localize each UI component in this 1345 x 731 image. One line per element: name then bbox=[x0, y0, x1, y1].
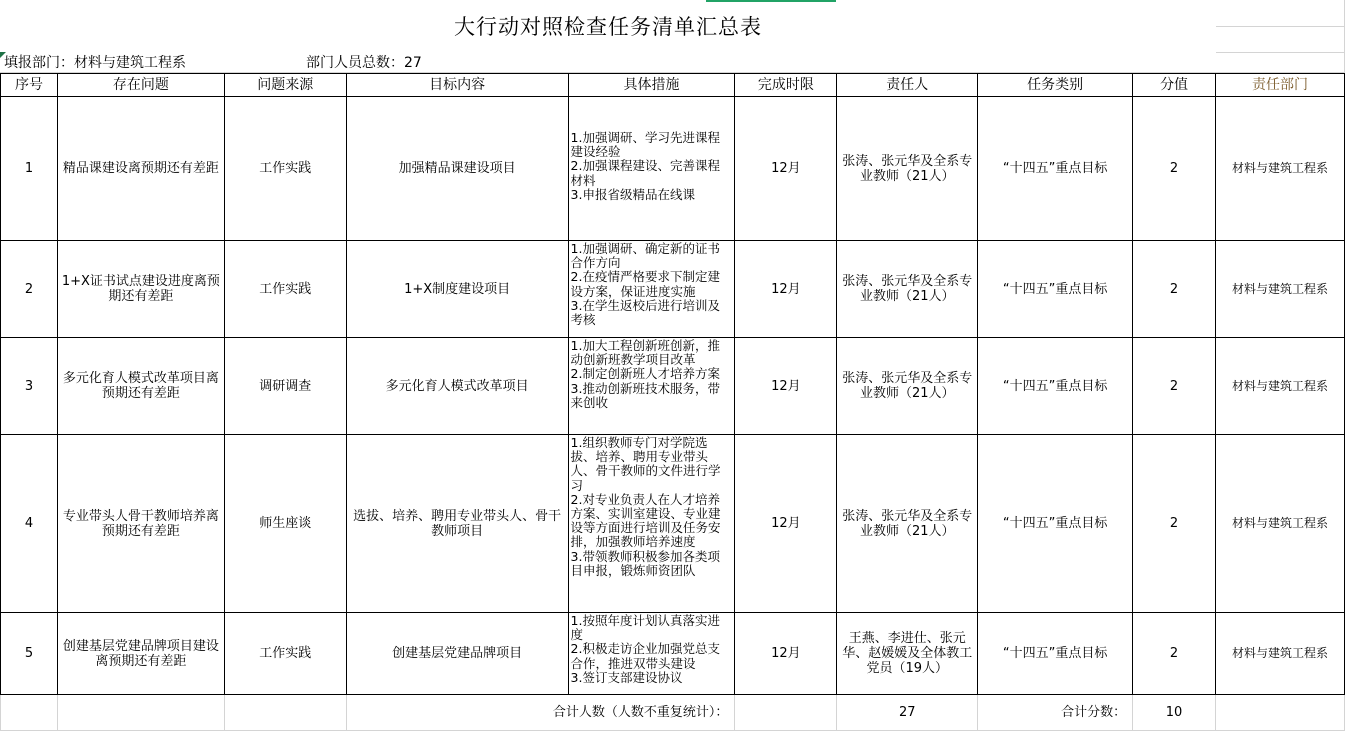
cell-no[interactable]: 3 bbox=[1, 338, 58, 435]
header-row bbox=[1, 74, 1345, 97]
header-cell-score[interactable]: 分值 bbox=[1133, 74, 1216, 97]
cell-no[interactable]: 2 bbox=[1, 241, 58, 338]
grid-cell[interactable] bbox=[1216, 695, 1345, 731]
measure-line: 1.按照年度计划认真落实进度 bbox=[570, 613, 720, 643]
measure-line: 3.在学生返校后进行培训及考核 bbox=[570, 297, 720, 328]
table-row bbox=[1, 435, 1345, 613]
total-score-label[interactable]: 合计分数： bbox=[978, 695, 1133, 731]
cell-dept[interactable]: 材料与建筑工程系 bbox=[1216, 241, 1345, 338]
cell-score[interactable]: 2 bbox=[1133, 338, 1216, 435]
cell-target[interactable]: 创建基层党建品牌项目 bbox=[346, 613, 568, 695]
cell-target[interactable]: 选拔、培养、聘用专业带头人、骨干教师项目 bbox=[346, 435, 568, 613]
cell-problem[interactable]: 精品课建设离预期还有差距 bbox=[57, 97, 224, 241]
measure-line: 1.加强调研、学习先进课程建设经验 bbox=[570, 130, 720, 160]
header-cell-category[interactable]: 任务类别 bbox=[978, 74, 1133, 97]
cell-deadline[interactable]: 12月 bbox=[735, 613, 837, 695]
grid-cell[interactable] bbox=[735, 695, 837, 731]
cell-dept[interactable]: 材料与建筑工程系 bbox=[1216, 613, 1345, 695]
cell-score[interactable]: 2 bbox=[1133, 241, 1216, 338]
staff-count-label[interactable]: 部门人员总数：27 bbox=[306, 55, 422, 71]
cell-measures[interactable] bbox=[568, 338, 735, 435]
cell-category[interactable]: “十四五”重点目标 bbox=[978, 613, 1133, 695]
measure-line: 3.推动创新班技术服务，带来创收 bbox=[570, 380, 720, 410]
measure-line: 2.积极走访企业加强党总支合作，推进双带头建设 bbox=[570, 641, 720, 671]
cell-target[interactable]: 多元化育人模式改革项目 bbox=[346, 338, 568, 435]
measure-line: 1.加强调研、确定新的证书合作方向 bbox=[570, 241, 720, 271]
cell-source[interactable]: 工作实践 bbox=[224, 613, 346, 695]
table-row bbox=[1, 97, 1345, 241]
header-cell-source[interactable]: 问题来源 bbox=[224, 74, 346, 97]
cell-score[interactable]: 2 bbox=[1133, 613, 1216, 695]
cell-measures[interactable] bbox=[568, 241, 735, 338]
cell-category[interactable]: “十四五”重点目标 bbox=[978, 435, 1133, 613]
cell-owner[interactable]: 王燕、李进仕、张元华、赵媛媛及全体教工党员（19人） bbox=[837, 613, 978, 695]
cell-measures[interactable] bbox=[568, 613, 735, 695]
cell-measures[interactable] bbox=[568, 97, 735, 241]
total-people-label[interactable]: 合计人数（人数不重复统计）： bbox=[346, 695, 735, 731]
measure-line: 2.加强课程建设、完善课程材料 bbox=[570, 158, 720, 188]
header-cell-target[interactable]: 目标内容 bbox=[346, 74, 568, 97]
total-score-value[interactable]: 10 bbox=[1133, 695, 1216, 731]
cell-source[interactable]: 工作实践 bbox=[224, 97, 346, 241]
cell-category[interactable]: “十四五”重点目标 bbox=[978, 241, 1133, 338]
cell-owner[interactable]: 张涛、张元华及全系专业教师（21人） bbox=[837, 435, 978, 613]
grid-cell[interactable] bbox=[1216, 0, 1345, 27]
cell-score[interactable]: 2 bbox=[1133, 97, 1216, 241]
measure-line: 1.组织教师专门对学院选拔、培养、聘用专业带头人、骨干教师的文件进行学习 bbox=[570, 435, 721, 493]
cell-target[interactable]: 1+X制度建设项目 bbox=[346, 241, 568, 338]
cell-category[interactable]: “十四五”重点目标 bbox=[978, 338, 1133, 435]
measure-line: 2.对专业负责人在人才培养方案、实训室建设、专业建设等方面进行培训及任务安排，加强教师培养速度 bbox=[570, 491, 721, 550]
cell-owner[interactable]: 张涛、张元华及全系专业教师（21人） bbox=[837, 241, 978, 338]
cell-dept[interactable]: 材料与建筑工程系 bbox=[1216, 435, 1345, 613]
cell-source[interactable]: 工作实践 bbox=[224, 241, 346, 338]
total-people-value[interactable]: 27 bbox=[837, 695, 978, 731]
measure-line: 3.申报省级精品在线课 bbox=[570, 186, 695, 202]
header-cell-measures[interactable]: 具体措施 bbox=[568, 74, 735, 97]
measure-line: 2.制定创新班人才培养方案 bbox=[570, 366, 720, 382]
cell-dept[interactable]: 材料与建筑工程系 bbox=[1216, 338, 1345, 435]
cell-no[interactable]: 5 bbox=[1, 613, 58, 695]
cell-source[interactable]: 调研调查 bbox=[224, 338, 346, 435]
cell-measures[interactable] bbox=[568, 435, 735, 613]
grid-cell[interactable] bbox=[1, 695, 58, 731]
cell-source[interactable]: 师生座谈 bbox=[224, 435, 346, 613]
cell-score[interactable]: 2 bbox=[1133, 435, 1216, 613]
measure-line: 3.带领教师积极参加各类项目申报，锻炼师资团队 bbox=[570, 548, 720, 578]
sheet-title[interactable]: 大行动对照检查任务清单汇总表 bbox=[454, 15, 762, 39]
cell-owner[interactable]: 张涛、张元华及全系专业教师（21人） bbox=[837, 97, 978, 241]
grid-cell[interactable] bbox=[57, 695, 224, 731]
table-row bbox=[1, 613, 1345, 695]
cell-deadline[interactable]: 12月 bbox=[735, 97, 837, 241]
cell-problem[interactable]: 多元化育人模式改革项目离预期还有差距 bbox=[57, 338, 224, 435]
cell-no[interactable]: 1 bbox=[1, 97, 58, 241]
cell-no[interactable]: 4 bbox=[1, 435, 58, 613]
header-cell-no[interactable]: 序号 bbox=[1, 74, 58, 97]
table-row bbox=[1, 338, 1345, 435]
header-cell-deadline[interactable]: 完成时限 bbox=[735, 74, 837, 97]
cell-category[interactable]: “十四五”重点目标 bbox=[978, 97, 1133, 241]
total-row bbox=[1, 695, 1345, 731]
cell-dept[interactable]: 材料与建筑工程系 bbox=[1216, 97, 1345, 241]
grid-cell[interactable] bbox=[224, 695, 346, 731]
cell-owner[interactable]: 张涛、张元华及全系专业教师（21人） bbox=[837, 338, 978, 435]
measure-line: 1.加大工程创新班创新，推动创新班教学项目改革 bbox=[570, 338, 720, 368]
grid-cell[interactable] bbox=[1216, 27, 1345, 53]
department-label[interactable]: 填报部门：材料与建筑工程系 bbox=[4, 55, 186, 71]
measure-line: 2.在疫情严格要求下制定建设方案，保证进度实施 bbox=[570, 269, 720, 299]
header-cell-dept[interactable]: 责任部门 bbox=[1216, 74, 1345, 97]
grid-cell[interactable] bbox=[1216, 53, 1345, 73]
cell-deadline[interactable]: 12月 bbox=[735, 241, 837, 338]
cell-problem[interactable]: 专业带头人骨干教师培养离预期还有差距 bbox=[57, 435, 224, 613]
header-cell-problem[interactable]: 存在问题 bbox=[57, 74, 224, 97]
table-row bbox=[1, 241, 1345, 338]
cell-deadline[interactable]: 12月 bbox=[735, 435, 837, 613]
cell-deadline[interactable]: 12月 bbox=[735, 338, 837, 435]
header-cell-owner[interactable]: 责任人 bbox=[837, 74, 978, 97]
measure-line: 3.签订支部建设协议 bbox=[570, 669, 683, 685]
task-table bbox=[0, 73, 1345, 731]
cell-target[interactable]: 加强精品课建设项目 bbox=[346, 97, 568, 241]
cell-problem[interactable]: 1+X证书试点建设进度离预期还有差距 bbox=[57, 241, 224, 338]
cell-problem[interactable]: 创建基层党建品牌项目建设离预期还有差距 bbox=[57, 613, 224, 695]
